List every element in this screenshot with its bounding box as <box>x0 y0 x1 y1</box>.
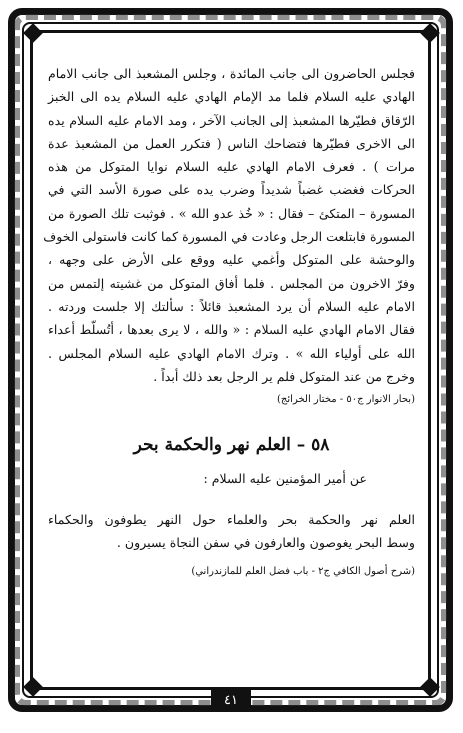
section-attribution: عن أمير المؤمنين عليه السلام : <box>203 471 367 487</box>
text-line: وخرج من عند المتوكل فلم ير الرجل بعد ذلك أبداً . <box>153 368 415 384</box>
text-line: مرات ) . فعرف الامام الهادي عليه السلام نوايا المتوكل من هذه <box>48 159 415 175</box>
text-line: وسط البحر يغوصون والعارفون في سفن النجاة يسيرون . <box>116 535 415 551</box>
saying-paragraph <box>48 508 415 554</box>
text-line: العلم نهر والحكمة بحر والعلماء حول النهر يطوفون والحكماء <box>48 512 415 528</box>
text-line: الى الاخرى فطيّرها فتضاحك الناس ( فتكرر العمل من المشعبذ عدة <box>48 135 415 151</box>
text-line: المسورة فابتلعت الرجل وعادت في المسورة كما كانت فاستولى الخوف <box>43 229 415 245</box>
text-line: والوحشة على المتوكل وأغمي عليه ووقع على الأرض على وجهه ، <box>48 252 415 268</box>
text-line: فقال الامام الهادي عليه السلام : « والله ، لا يرى بعدها ، أتُسلّط أعداء <box>48 322 415 338</box>
text-line: الحركات فغضب غضباً شديداً وضرب يده على صورة الأسد التي في <box>48 182 415 198</box>
section-heading: ٥٨ – العلم نهر والحكمة بحر <box>133 435 330 456</box>
source-reference: (بحار الانوار ج٥٠ - مختار الخرائج) <box>277 394 415 406</box>
source-reference: (شرح أصول الكافي ج٢ - باب فضل العلم للمازندراني) <box>191 566 415 578</box>
text-line: الرّقاق فطيّرها المشعبذ إلى الجانب الآخر ، ومد الامام عليه السلام يده <box>48 112 415 128</box>
text-line: الله على أولياء الله » . وترك الامام الهادي عليه السلام المجلس . <box>48 345 415 361</box>
page-content <box>43 62 415 578</box>
page-number: ٤١ <box>211 690 251 712</box>
text-line: المسورة – المتكئ – فقال : « خُذ عدو الله » . فوثبت تلك الصورة من <box>48 205 415 221</box>
text-line: الهادي عليه السلام فلما مد الإمام الهادي عليه السلام يده الى الخبز <box>48 89 415 105</box>
text-line: وفرّ الاخرون من المجلس . فلما أفاق المتوكل من غشيته إلتمس من <box>48 275 415 291</box>
text-line: فجلس الحاضرون الى جانب المائدة ، وجلس المشعبذ الى جانب الامام <box>48 66 415 81</box>
story-paragraph <box>43 62 415 388</box>
text-line: الامام عليه السلام أن يرد المشعبذ قائلاً : سألتك إلا جلست وردته . <box>48 298 415 314</box>
